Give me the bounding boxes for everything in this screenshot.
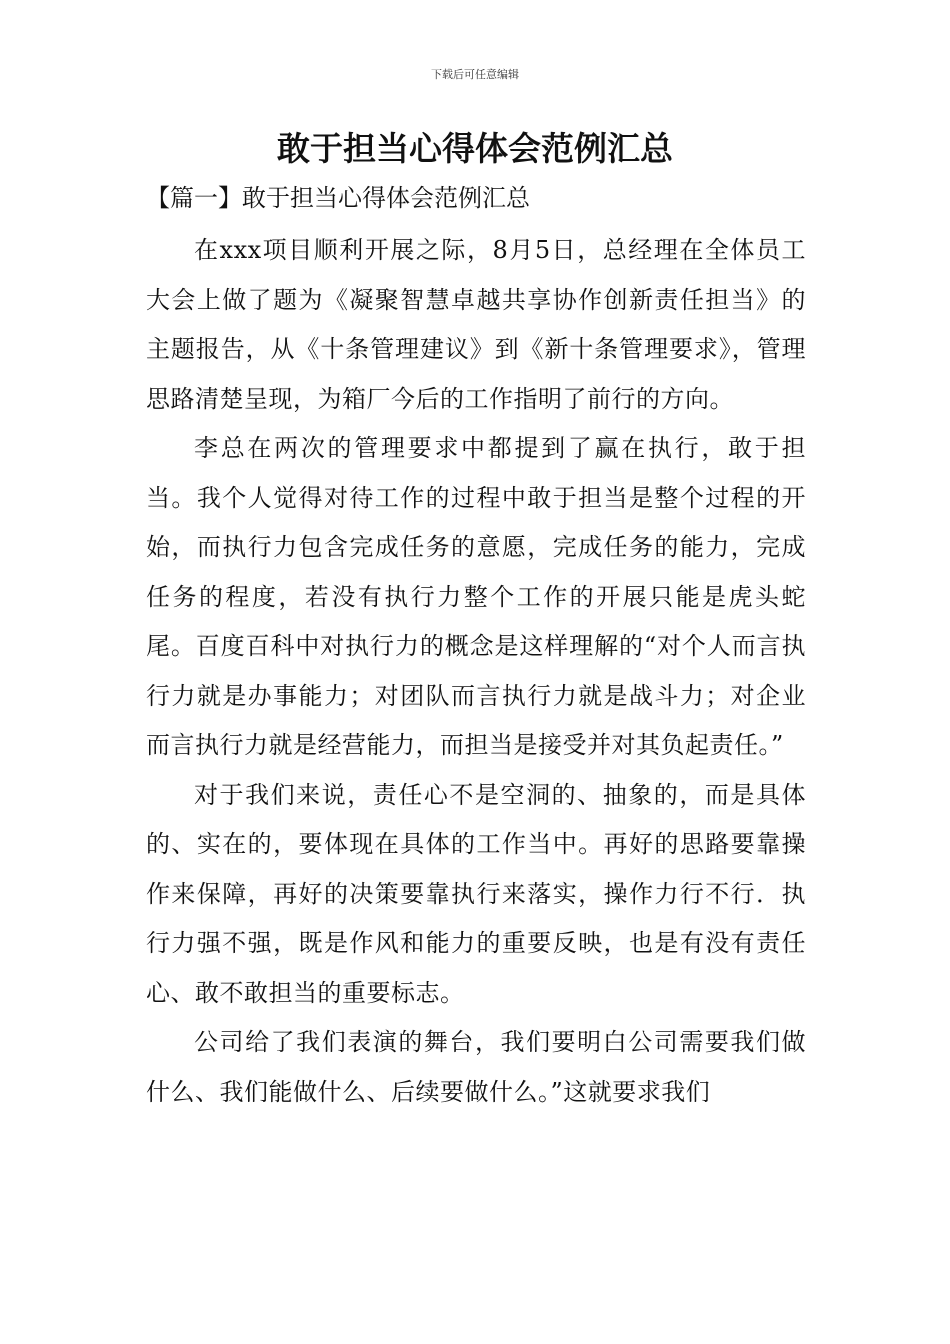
- page-header-note: 下载后可任意编辑: [431, 68, 519, 81]
- document-title: 敢于担当心得体会范例汇总: [277, 129, 673, 168]
- section-heading: 【篇一】敢于担当心得体会范例汇总: [146, 184, 530, 212]
- paragraph-4: 公司给了我们表演的舞台，我们要明白公司需要我们做什么、我们能做什么、后续要做什么。”这就要求我们: [146, 1028, 806, 1106]
- paragraph-2: 李总在两次的管理要求中都提到了赢在执行，敢于担当。我个人觉得对待工作的过程中敢于担当是整个过程的开始，而执行力包含完成任务的意愿，完成任务的能力，完成任务的程度，若没有执行力整个工作的开展只能是虎头蛇尾。百度百科中对执行力的概念是这样理解的“对个人而言执行力就是办事能力；对团队而言执行力就是战斗力；对企业而言执行力就是经营能力，而担当是接受并对其负起责任。”: [146, 434, 806, 759]
- paragraph-1: 在xxx项目顺利开展之际，8月5日，总经理在全体员工大会上做了题为《凝聚智慧卓越共享协作创新责任担当》的主题报告，从《十条管理建议》到《新十条管理要求》，管理思路清楚呈现，为箱厂今后的工作指明了前行的方向。: [146, 236, 806, 413]
- document-body: [146, 226, 806, 1117]
- paragraph-3: 对于我们来说，责任心不是空洞的、抽象的，而是具体的、实在的，要体现在具体的工作当中。再好的思路要靠操作来保障，再好的决策要靠执行来落实，操作力行不行．执行力强不强，既是作风和能力的重要反映，也是有没有责任心、敢不敢担当的重要标志。: [146, 780, 806, 1007]
